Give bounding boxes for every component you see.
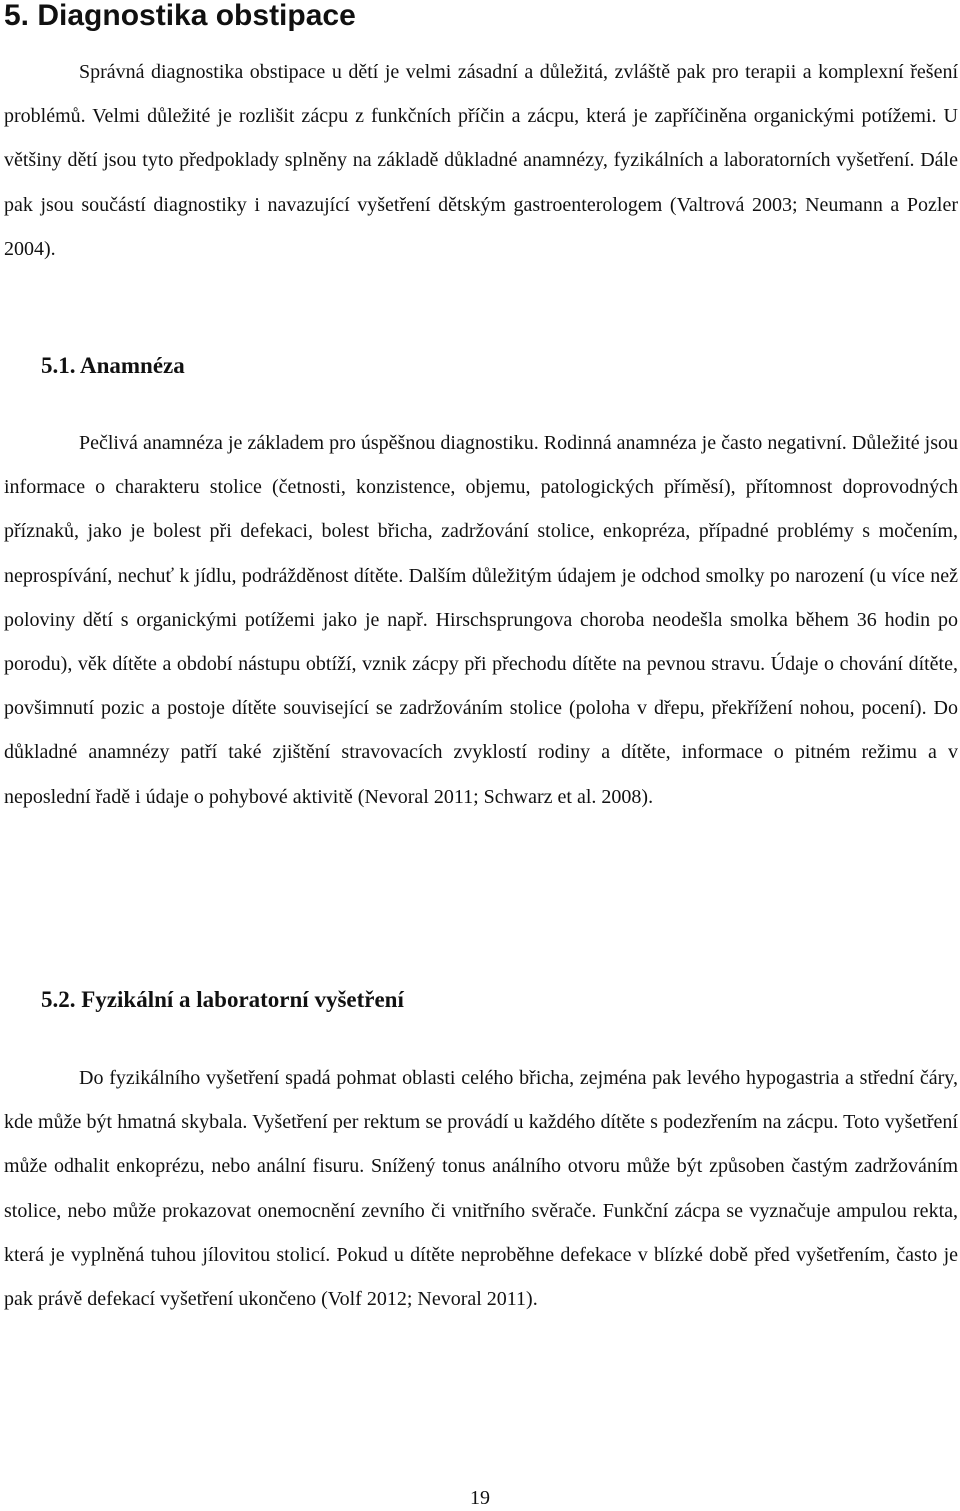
chapter-title: 5. Diagnostika obstipace	[4, 0, 356, 32]
section-heading-anamneza: 5.1. Anamnéza	[41, 353, 185, 378]
page-number: 19	[470, 1487, 490, 1509]
intro-paragraph: Správná diagnostika obstipace u dětí je velmi zásadní a důležitá, zvláště pak pro terapii a komplexní řešení problémů. Velmi důležité je rozlišit zácpu z funkčních příčin a zácpu, která je zapříčiněna organickými potížemi. U většiny dětí jsou tyto předpoklady splněny na základě důkladné anamnézy, fyzikálních a laboratorních vyšetření. Dále pak jsou součástí diagnostiky i navazující vyšetření dětským gastroenterologem (Valtrová 2003; Neumann a Pozler 2004).	[4, 61, 958, 260]
section-heading-fyzikalni-vysetreni: 5.2. Fyzikální a laboratorní vyšetření	[41, 987, 404, 1012]
anamneza-paragraph: Pečlivá anamnéza je základem pro úspěšnou diagnostiku. Rodinná anamnéza je často negativní. Důležité jsou informace o charakteru stolice (četnosti, konzistence, objemu, patologických příměsí), přítomnost doprovodných příznaků, jako je bolest při defekaci, bolest břicha, zadržování stolice, enkopréza, případné problémy s močením, neprospívání, nechuť k jídlu, podrážděnost dítěte. Dalším důležitým údajem je odchod smolky po narození (u více než poloviny dětí s organickými potížemi jako je např. Hirschsprungova choroba neodešla smolka během 36 hodin po porodu), věk dítěte a období nástupu obtíží, vznik zácpy při přechodu dítěte na pevnou stravu. Údaje o chování dítěte, povšimnutí pozic a postoje dítěte související se zadržováním stolice (poloha v dřepu, překřížení nohou, pocení). Do důkladné anamnézy patří také zjištění stravovacích zvyklostí rodiny a dítěte, informace o pitném režimu a v neposlední řadě i údaje o pohybové aktivitě (Nevoral 2011; Schwarz et al. 2008).	[4, 432, 958, 808]
fyzikalni-vysetreni-paragraph: Do fyzikálního vyšetření spadá pohmat oblasti celého břicha, zejména pak levého hypogastria a střední čáry, kde může být hmatná skybala. Vyšetření per rektum se provádí u každého dítěte s podezřením na zácpu. Toto vyšetření může odhalit enkoprézu, nebo anální fisuru. Snížený tonus análního otvoru může být způsoben častým zadržováním stolice, nebo může prokazovat onemocnění zevního či vnitřního svěrače. Funkční zácpa se vyznačuje ampulou rekta, která je vyplněná tuhou jílovitou stolicí. Pokud u dítěte neproběhne defekace v blízké době před vyšetřením, často je pak právě defekací vyšetření ukončeno (Volf 2012; Nevoral 2011).	[4, 1067, 958, 1311]
